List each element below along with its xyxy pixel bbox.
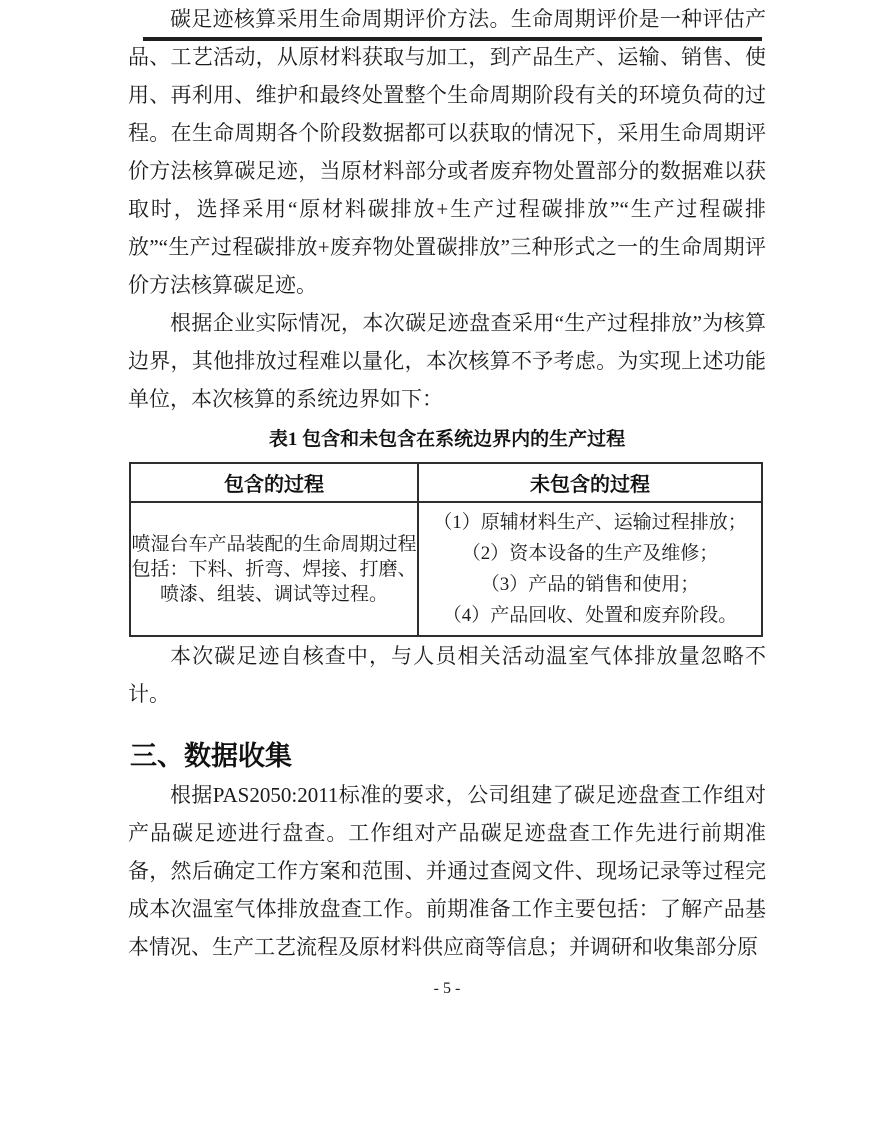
column-header-included: 包含的过程 — [130, 463, 418, 502]
section-heading-data-collection: 三、数据收集 — [130, 741, 292, 771]
excluded-process-item: （2）资本设备的生产及维修； — [461, 543, 719, 564]
paragraph-lifecycle-method: 碳足迹核算采用生命周期评价方法。生命周期评价是一种评估产品、工艺活动，从原材料获取与加工，到产品生产、运输、销售、使用、再利用、维护和最终处置整个生命周期阶段有关的环境负荷的过程。在生命周期各个阶段数据都可以获取的情况下，采用生命周期评价方法核算碳足迹，当原材料部分或者废弃物处置部分的数据难以获取时，选择采用“原材料碳排放+生产过程碳排放”“生产过程碳排放”“生产过程碳排放+废弃物处置碳排放”三种形式之一的生命周期评价方法核算碳足迹。 — [128, 7, 766, 297]
page-number: - 5 - — [433, 980, 461, 997]
excluded-process-item: （1）原辅材料生产、运输过程排放； — [433, 512, 747, 533]
table-body-row — [130, 502, 762, 636]
excluded-process-item: （4）产品回收、处置和废弃阶段。 — [442, 605, 738, 626]
excluded-process-item: （3）产品的销售和使用； — [480, 574, 700, 595]
included-process-cell — [130, 502, 418, 636]
system-boundary-table — [129, 462, 763, 637]
paragraph-accounting-boundary: 根据企业实际情况，本次碳足迹盘查采用“生产过程排放”为核算边界，其他排放过程难以量化，本次核算不予考虑。为实现上述功能单位，本次核算的系统边界如下： — [128, 311, 766, 411]
paragraph-personnel-emissions: 本次碳足迹自核查中，与人员相关活动温室气体排放量忽略不计。 — [128, 644, 766, 706]
text-block — [128, 0, 766, 999]
table-caption: 表1 包含和未包含在系统边界内的生产过程 — [268, 429, 626, 450]
excluded-process-cell — [418, 502, 762, 636]
paragraph-data-collection: 根据PAS2050:2011标准的要求，公司组建了碳足迹盘查工作组对产品碳足迹进行盘查。工作组对产品碳足迹盘查工作先进行前期准备，然后确定工作方案和范围、并通过查阅文件、现场记录等过程完成本次温室气体排放盘查工作。前期准备工作主要包括：了解产品基本情况、生产工艺流程及原材料供应商等信息；并调研和收集部分原 — [128, 783, 766, 959]
included-process-line: 喷湿台车产品装配的生命周期过程 — [131, 533, 417, 555]
table-header-row — [130, 463, 762, 502]
column-header-excluded: 未包含的过程 — [418, 463, 762, 502]
included-process-line: 喷漆、组装、调试等过程。 — [159, 583, 388, 605]
included-process-line: 包括：下料、折弯、焊接、打磨、 — [131, 558, 417, 580]
